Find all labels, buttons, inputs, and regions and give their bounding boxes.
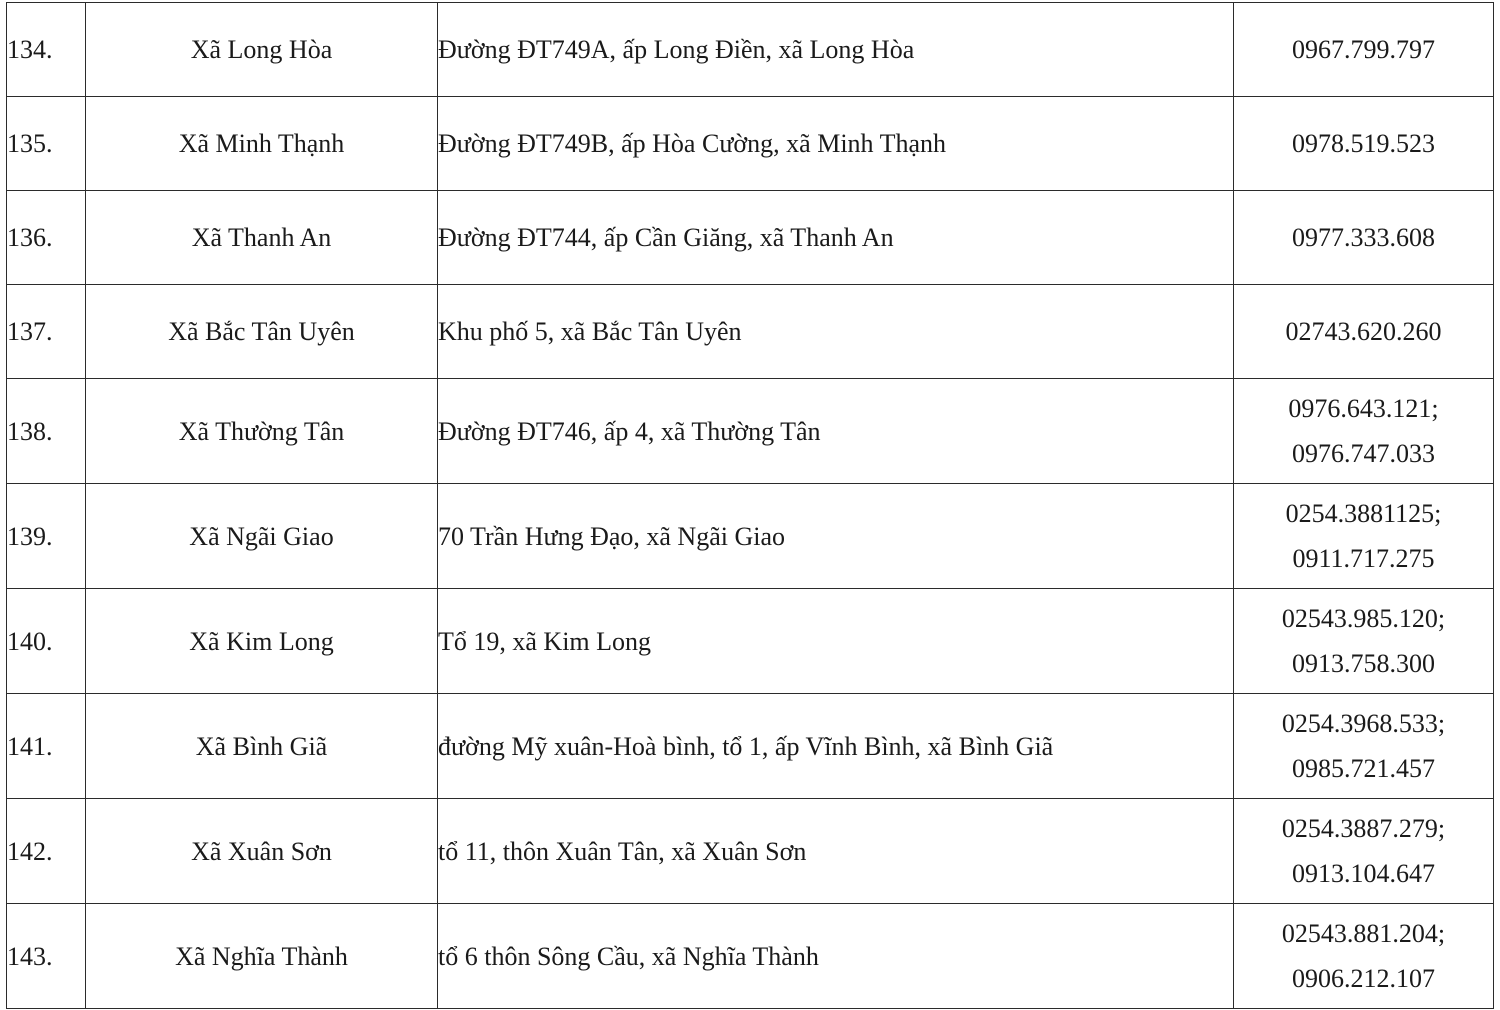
phone-number: 02743.620.260 <box>1285 317 1442 346</box>
phone-number: 0977.333.608 <box>1292 223 1435 252</box>
table-row <box>7 97 1494 191</box>
row-number: 136. <box>7 191 86 285</box>
table-row <box>7 285 1494 379</box>
row-number: 137. <box>7 285 86 379</box>
phone-cell <box>1234 191 1494 285</box>
phone-number: 0976.747.033 <box>1292 439 1435 468</box>
commune-name: Xã Long Hòa <box>86 3 438 97</box>
commune-directory-table <box>6 2 1494 1009</box>
commune-name: Xã Thường Tân <box>86 379 438 484</box>
phone-number: 02543.985.120; <box>1281 604 1446 633</box>
row-number: 142. <box>7 799 86 904</box>
phone-number: 0911.717.275 <box>1292 544 1435 573</box>
table-row <box>7 589 1494 694</box>
phone-number: 0976.643.121; <box>1288 394 1439 423</box>
row-number: 135. <box>7 97 86 191</box>
commune-address: 70 Trần Hưng Đạo, xã Ngãi Giao <box>438 484 1234 589</box>
table-row <box>7 694 1494 799</box>
commune-address: Đường ĐT749B, ấp Hòa Cường, xã Minh Thạnh <box>438 97 1234 191</box>
commune-name: Xã Xuân Sơn <box>86 799 438 904</box>
table-row <box>7 3 1494 97</box>
phone-cell <box>1234 904 1494 1009</box>
phone-number: 0967.799.797 <box>1292 35 1435 64</box>
phone-number: 0254.3968.533; <box>1281 709 1446 738</box>
commune-name: Xã Nghĩa Thành <box>86 904 438 1009</box>
phone-number: 0913.758.300 <box>1292 649 1435 678</box>
commune-address: Đường ĐT744, ấp Cần Giăng, xã Thanh An <box>438 191 1234 285</box>
commune-address: tổ 11, thôn Xuân Tân, xã Xuân Sơn <box>438 799 1234 904</box>
phone-cell <box>1234 285 1494 379</box>
phone-cell <box>1234 97 1494 191</box>
phone-number: 0254.3887.279; <box>1281 814 1446 843</box>
commune-name: Xã Ngãi Giao <box>86 484 438 589</box>
phone-cell <box>1234 3 1494 97</box>
row-number: 138. <box>7 379 86 484</box>
commune-name: Xã Thanh An <box>86 191 438 285</box>
table-row <box>7 191 1494 285</box>
row-number: 134. <box>7 3 86 97</box>
phone-number: 02543.881.204; <box>1281 919 1446 948</box>
commune-name: Xã Bình Giã <box>86 694 438 799</box>
phone-number: 0906.212.107 <box>1292 964 1435 993</box>
phone-cell <box>1234 694 1494 799</box>
commune-address: Đường ĐT749A, ấp Long Điền, xã Long Hòa <box>438 3 1234 97</box>
phone-cell <box>1234 484 1494 589</box>
row-number: 143. <box>7 904 86 1009</box>
commune-address: đường Mỹ xuân-Hoà bình, tổ 1, ấp Vĩnh Bình, xã Bình Giã <box>438 694 1234 799</box>
commune-address: Khu phố 5, xã Bắc Tân Uyên <box>438 285 1234 379</box>
commune-name: Xã Bắc Tân Uyên <box>86 285 438 379</box>
phone-cell <box>1234 589 1494 694</box>
phone-number: 0985.721.457 <box>1292 754 1435 783</box>
commune-name: Xã Kim Long <box>86 589 438 694</box>
commune-name: Xã Minh Thạnh <box>86 97 438 191</box>
phone-number: 0913.104.647 <box>1292 859 1435 888</box>
table-row <box>7 484 1494 589</box>
phone-number: 0254.3881125; <box>1285 499 1442 528</box>
phone-cell <box>1234 799 1494 904</box>
row-number: 140. <box>7 589 86 694</box>
phone-number: 0978.519.523 <box>1292 129 1435 158</box>
row-number: 141. <box>7 694 86 799</box>
commune-address: tổ 6 thôn Sông Cầu, xã Nghĩa Thành <box>438 904 1234 1009</box>
phone-cell <box>1234 379 1494 484</box>
table-row <box>7 799 1494 904</box>
commune-address: Tổ 19, xã Kim Long <box>438 589 1234 694</box>
table-row <box>7 904 1494 1009</box>
commune-address: Đường ĐT746, ấp 4, xã Thường Tân <box>438 379 1234 484</box>
table-row <box>7 379 1494 484</box>
row-number: 139. <box>7 484 86 589</box>
